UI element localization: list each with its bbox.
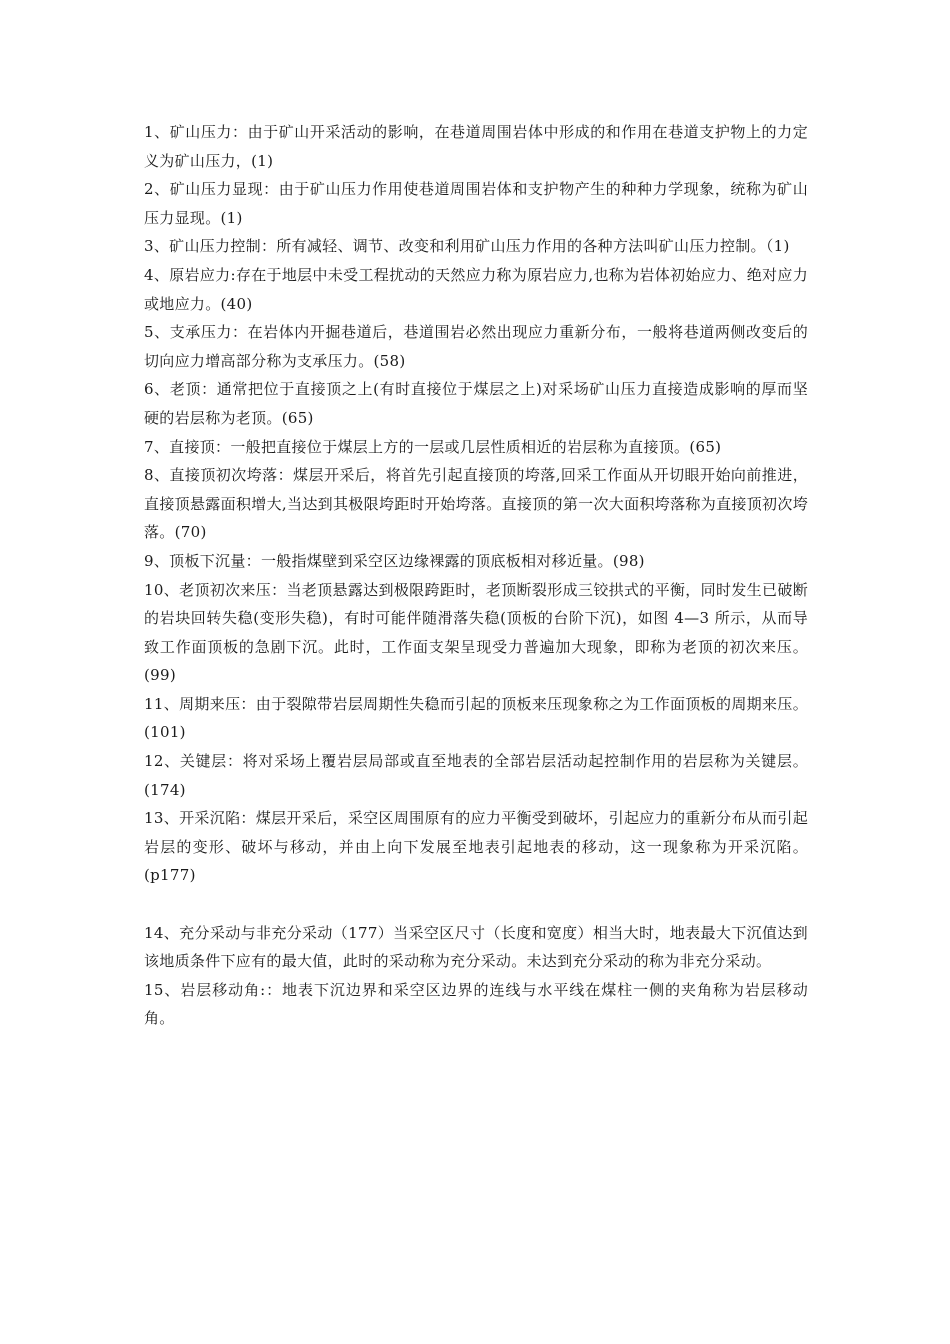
definition-item: 1、矿山压力：由于矿山开采活动的影响，在巷道周围岩体中形成的和作用在巷道支护物上的力定义为矿山压力，(1) <box>144 123 808 170</box>
definition-item: 7、直接顶：一般把直接位于煤层上方的一层或几层性质相近的岩层称为直接顶。(65) <box>144 437 722 456</box>
definition-item: 5、支承压力：在岩体内开掘巷道后，巷道围岩必然出现应力重新分布，一般将巷道两侧改变后的切向应力增高部分称为支承压力。(58) <box>144 323 808 370</box>
definition-item: 3、矿山压力控制：所有减轻、调节、改变和利用矿山压力作用的各种方法叫矿山压力控制。（1) <box>144 237 790 256</box>
definition-item: 12、关键层：将对采场上覆岩层局部或直至地表的全部岩层活动起控制作用的岩层称为关键层。(174) <box>144 752 808 799</box>
definition-item: 4、原岩应力:存在于地层中未受工程扰动的天然应力称为原岩应力,也称为岩体初始应力、绝对应力或地应力。(40) <box>144 265 808 313</box>
definition-item: 15、岩层移动角:：地表下沉边界和采空区边界的连线与水平线在煤柱一侧的夹角称为岩层移动角。 <box>144 980 808 1028</box>
definition-item: 13、开采沉陷：煤层开采后，采空区周围原有的应力平衡受到破坏，引起应力的重新分布从而引起岩层的变形、破坏与移动，并由上向下发展至地表引起地表的移动，这一现象称为开采沉陷。 (p177) <box>144 809 808 885</box>
definition-item: 9、顶板下沉量：一般指煤壁到采空区边缘裸露的顶底板相对移近量。(98) <box>144 551 645 570</box>
definition-item: 11、周期来压：由于裂隙带岩层周期性失稳而引起的顶板来压现象称之为工作面顶板的周期来压。(101) <box>144 694 808 742</box>
definition-item: 14、充分采动与非充分采动（177）当采空区尺寸（长度和宽度）相当大时，地表最大下沉值达到该地质条件下应有的最大值，此时的采动称为充分采动。未达到充分采动的称为非充分采动。 <box>144 923 808 971</box>
definition-item: 2、矿山压力显现：由于矿山压力作用使巷道周围岩体和支护物产生的种种力学现象，统称为矿山压力显现。(1) <box>144 180 808 227</box>
document-body <box>144 118 808 1033</box>
definition-item: 8、直接顶初次垮落：煤层开采后，将首先引起直接顶的垮落,回采工作面从开切眼开始向前推进，直接顶悬露面积增大,当达到其极限垮距时开始垮落。直接顶的第一次大面积垮落称为直接顶初次垮落。(70) <box>144 466 808 542</box>
definition-item: 6、老顶：通常把位于直接顶之上(有时直接位于煤层之上)对采场矿山压力直接造成影响的厚而坚硬的岩层称为老顶。(65) <box>144 380 808 427</box>
paragraph-spacer <box>144 890 808 919</box>
definition-item: 10、老顶初次来压：当老顶悬露达到极限跨距时，老顶断裂形成三铰拱式的平衡，同时发生已破断的岩块回转失稳(变形失稳)，有时可能伴随滑落失稳(顶板的台阶下沉)，如图 4—3 所示，从而导致工作面顶板的急剧下沉。此时，工作面支架呈现受力普遍加大现象，即称为老顶的初次来压。(99) <box>144 580 808 685</box>
